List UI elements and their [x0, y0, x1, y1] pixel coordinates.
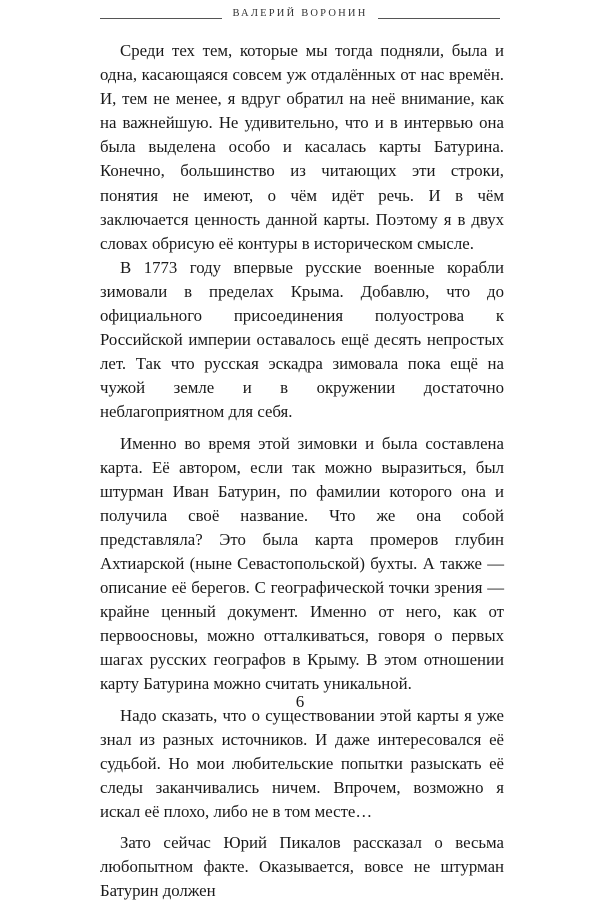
header-rule-left [100, 18, 222, 19]
paragraph: Зато сейчас Юрий Пикалов рассказал о весьма любопытном факте. Оказывается, вовсе не штурман Батурин должен [100, 833, 504, 901]
paragraph: Надо сказать, что о существовании этой карты я уже знал из разных источников. И даже интересовался её судьбой. Но мои любительские попытки разыскать её следы заканчивались ничем. Впрочем, возможно я искал её плохо, либо не в том месте… [100, 705, 504, 821]
page-number: 6 [295, 692, 305, 711]
page-body [100, 39, 504, 903]
paragraph: Именно во время этой зимовки и была составлена карта. Её автором, если так можно выразиться, был штурман Иван Батурин, по фамилии которого она и получила своё название. Что же она собой представляла? Это была карта промеров глубин Ахтиарской (ныне Севастопольской) бухты. А также — описание её берегов. С географической точки зрения — крайне ценный документ. Именно от него, как от первоосновы, можно отталкиваться, говоря о первых шагах русских географов в Крыму. В этом отношении карту Батурина можно считать уникальной. [100, 433, 504, 694]
header-rule-right [378, 18, 500, 19]
header-author: ВАЛЕРИЙ ВОРОНИН [232, 8, 368, 19]
paragraph: Среди тех тем, которые мы тогда подняли, была и одна, касающаяся совсем уж отдалённых от нас времён. И, тем не менее, я вдруг обратил на неё внимание, как на важнейшую. Не удивительно, что и в интервью она была выделена особо и касалась карты Батурина. Конечно, большинство из читающих эти строки, понятия не имеют, о чём идёт речь. И в чём заключается ценность данной карты. Поэтому я в двух словах обрисую её контуры в историческом смысле. [100, 41, 504, 253]
paragraph: В 1773 году впервые русские военные корабли зимовали в пределах Крыма. Добавлю, что до официального присоединения полуострова к Российской империи оставалось ещё десять непростых лет. Так что русская эскадра зимовала пока ещё на чужой земле и в окружении достаточно неблагоприятном для себя. [100, 257, 504, 422]
running-header [0, 5, 600, 33]
